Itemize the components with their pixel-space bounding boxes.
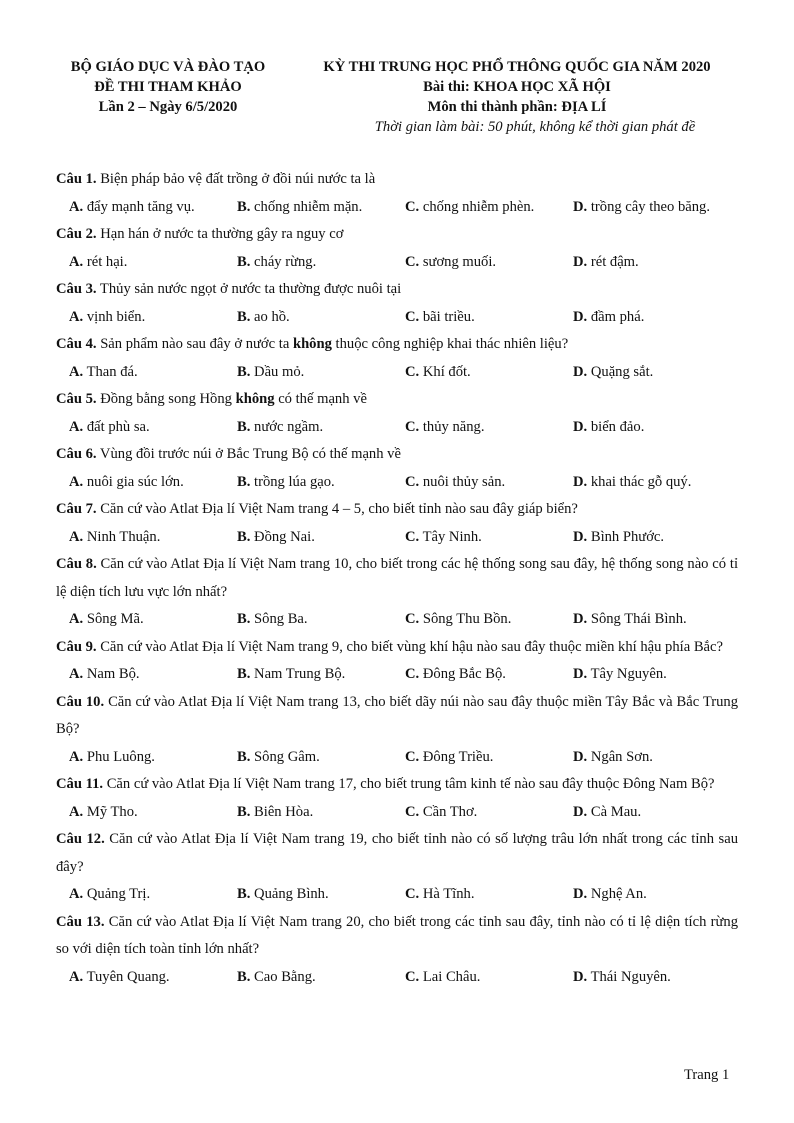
question-emphasis: không (292, 336, 332, 352)
option-letter: A. (69, 968, 84, 985)
option-d (573, 964, 671, 992)
answer-options (56, 359, 738, 387)
question-text: Căn cứ vào Atlat Địa lí Việt Nam trang 19, cho biết tỉnh nào có số lượng trâu lớn nhất trong các tỉnh sau đây? (56, 831, 739, 875)
option-text: Dầu mỏ. (250, 363, 305, 380)
option-text: thủy năng. (419, 418, 485, 435)
question-1 (56, 166, 738, 221)
option-letter: B. (237, 886, 251, 902)
answer-options (56, 606, 738, 634)
option-text: Mỹ Tho. (83, 803, 138, 820)
option-b (237, 799, 313, 827)
option-b (237, 414, 323, 442)
option-d (573, 359, 653, 387)
option-letter: C. (405, 253, 420, 270)
option-letter: A. (69, 803, 84, 820)
option-text: chống nhiễm mặn. (250, 198, 363, 215)
option-c (405, 194, 534, 222)
option-text: Đồng Nai. (250, 528, 315, 545)
question-9 (56, 634, 738, 689)
option-text: Tây Ninh. (419, 528, 482, 545)
question-stem (56, 909, 738, 964)
option-letter: D. (573, 473, 588, 490)
option-c (405, 661, 506, 689)
option-c (405, 524, 482, 552)
option-text: cháy rừng. (250, 253, 317, 270)
option-b (237, 606, 308, 634)
question-text: Căn cứ vào Atlat Địa lí Việt Nam trang 17, cho biết trung tâm kinh tế nào sau đây thuộc Đông Nam Bộ? (103, 776, 715, 792)
time-note: Thời gian làm bài: 50 phút, không kể thời gian phát đề (374, 119, 696, 135)
option-text: đất phù sa. (83, 418, 150, 435)
option-letter: B. (237, 253, 251, 270)
option-a (69, 799, 138, 827)
option-text: Sông Thu Bồn. (419, 611, 512, 627)
option-text: Quảng Bình. (250, 886, 329, 902)
option-c (405, 744, 493, 772)
question-stem (56, 634, 738, 662)
question-7 (56, 496, 738, 551)
option-b (237, 661, 345, 689)
option-d (573, 661, 667, 689)
option-a (69, 359, 138, 387)
option-d (573, 469, 691, 497)
option-letter: B. (237, 198, 251, 215)
option-letter: A. (69, 363, 84, 380)
question-3 (56, 276, 738, 331)
option-text: trồng lúa gạo. (250, 473, 335, 490)
option-text: Tuyên Quang. (83, 968, 170, 985)
question-stem (56, 221, 738, 249)
option-letter: B. (237, 666, 251, 682)
question-stem (56, 441, 738, 469)
option-letter: D. (573, 308, 588, 325)
question-stem (56, 276, 738, 304)
option-letter: A. (69, 418, 84, 435)
option-letter: D. (573, 198, 588, 215)
option-letter: D. (573, 748, 588, 765)
option-text: biển đảo. (587, 418, 645, 435)
option-c (405, 799, 477, 827)
option-a (69, 304, 145, 332)
question-text: Căn cứ vào Atlat Địa lí Việt Nam trang 9, cho biết vùng khí hậu nào sau đây thuộc miền khí hậu phía Bắc? (96, 638, 723, 655)
option-letter: B. (237, 748, 251, 765)
option-letter: A. (69, 528, 84, 545)
option-text: Khí đốt. (419, 363, 471, 380)
question-text: Hạn hán ở nước ta thường gây ra nguy cơ (96, 226, 344, 242)
page-number: Trang 1 (684, 1067, 730, 1083)
question-number: Câu 12. (56, 831, 105, 847)
option-letter: D. (573, 528, 588, 545)
option-b (237, 304, 290, 332)
option-text: Sông Mã. (83, 611, 144, 627)
question-13 (56, 909, 738, 992)
option-letter: A. (69, 198, 84, 215)
option-text: Quặng sắt. (587, 363, 654, 380)
option-text: rét đậm. (587, 253, 639, 270)
question-text-tail: có thế mạnh về (274, 391, 367, 407)
question-stem (56, 826, 738, 881)
option-c (405, 359, 471, 387)
option-d (573, 414, 644, 442)
question-number: Câu 7. (56, 501, 97, 517)
option-text: Lai Châu. (419, 968, 481, 985)
option-letter: C. (405, 308, 420, 325)
question-8 (56, 551, 738, 634)
question-stem (56, 496, 738, 524)
question-11 (56, 771, 738, 826)
option-letter: A. (69, 611, 84, 627)
option-text: nuôi thủy sản. (419, 473, 506, 490)
option-b (237, 881, 329, 909)
option-a (69, 414, 150, 442)
question-text: Thủy sản nước ngọt ở nước ta thường được nuôi tại (96, 281, 402, 297)
question-text: Biện pháp bảo vệ đất trồng ở đồi núi nước ta là (96, 171, 376, 187)
option-b (237, 359, 304, 387)
option-text: ao hồ. (250, 308, 290, 325)
option-text: Ninh Thuận. (83, 528, 161, 545)
option-letter: B. (237, 528, 251, 545)
question-number: Câu 11. (56, 776, 104, 792)
option-d (573, 524, 664, 552)
question-10 (56, 689, 738, 772)
option-letter: B. (237, 308, 251, 325)
option-text: bãi triều. (419, 308, 475, 325)
question-text: Vùng đồi trước núi ở Bắc Trung Bộ có thế mạnh về (96, 446, 401, 462)
option-letter: C. (405, 803, 420, 820)
header-left-block (52, 57, 284, 117)
option-text: Tây Nguyên. (587, 666, 667, 682)
document-type: ĐỀ THI THAM KHẢO (94, 79, 242, 95)
exam-title: KỲ THI TRUNG HỌC PHỔ THÔNG QUỐC GIA NĂM 2020 (323, 59, 711, 75)
option-text: Sông Gâm. (250, 748, 320, 765)
option-b (237, 194, 362, 222)
question-text: Căn cứ vào Atlat Địa lí Việt Nam trang 13, cho biết dãy núi nào sau đây thuộc miền Tây Bắc và Bắc Trung Bộ? (56, 693, 738, 737)
question-stem (56, 331, 738, 359)
subject-name: Môn thi thành phần: ĐỊA LÍ (427, 99, 607, 115)
option-text: Biên Hòa. (250, 803, 314, 820)
option-letter: D. (573, 611, 588, 627)
option-text: đầm phá. (587, 308, 645, 325)
question-emphasis: không (235, 391, 275, 407)
option-text: Nghệ An. (587, 886, 647, 902)
option-c (405, 606, 511, 634)
option-text: Ngân Sơn. (587, 748, 653, 765)
question-6 (56, 441, 738, 496)
option-text: đẩy mạnh tăng vụ. (83, 198, 195, 215)
option-a (69, 249, 127, 277)
option-text: rét hại. (83, 253, 128, 270)
answer-options (56, 414, 738, 442)
option-letter: B. (237, 473, 251, 490)
option-letter: D. (573, 363, 588, 380)
option-a (69, 964, 170, 992)
option-a (69, 744, 155, 772)
answer-options (56, 304, 738, 332)
question-number: Câu 5. (56, 391, 97, 407)
option-text: Than đá. (83, 363, 138, 380)
option-a (69, 881, 150, 909)
option-c (405, 469, 505, 497)
question-number: Câu 6. (56, 446, 97, 462)
option-d (573, 799, 641, 827)
question-number: Câu 1. (56, 171, 97, 187)
option-letter: B. (237, 803, 251, 820)
option-letter: C. (405, 418, 420, 435)
question-text: Đồng bằng song Hồng (96, 391, 236, 407)
question-4 (56, 331, 738, 386)
option-letter: C. (405, 473, 420, 490)
question-5 (56, 386, 738, 441)
option-letter: D. (573, 886, 588, 902)
question-number: Câu 8. (56, 556, 97, 572)
option-letter: A. (69, 666, 84, 682)
option-letter: D. (573, 418, 588, 435)
question-number: Câu 13. (56, 913, 105, 930)
option-c (405, 881, 474, 909)
answer-options (56, 661, 738, 689)
option-letter: D. (573, 803, 588, 820)
option-a (69, 606, 144, 634)
option-letter: A. (69, 253, 84, 270)
option-d (573, 881, 647, 909)
exam-round: Lần 2 – Ngày 6/5/2020 (98, 99, 238, 115)
answer-options (56, 469, 738, 497)
option-letter: B. (237, 363, 251, 380)
option-letter: C. (405, 198, 420, 215)
option-d (573, 744, 653, 772)
option-text: nuôi gia súc lớn. (83, 473, 184, 490)
option-a (69, 469, 184, 497)
question-stem (56, 771, 738, 799)
ministry-name: BỘ GIÁO DỤC VÀ ĐÀO TẠO (70, 59, 266, 75)
option-text: khai thác gỗ quý. (587, 473, 692, 490)
question-text: Căn cứ vào Atlat Địa lí Việt Nam trang 20, cho biết trong các tỉnh sau đây, tỉnh nào có tỉ lệ diện tích rừng so với diện tích toàn tỉnh lớn nhất? (56, 913, 738, 957)
option-text: Sông Thái Bình. (587, 611, 687, 627)
question-text: Căn cứ vào Atlat Địa lí Việt Nam trang 4 – 5, cho biết tỉnh nào sau đây giáp biển? (96, 501, 578, 517)
option-letter: B. (237, 418, 251, 435)
answer-options (56, 799, 738, 827)
option-d (573, 249, 639, 277)
option-letter: A. (69, 748, 84, 765)
question-text: Căn cứ vào Atlat Địa lí Việt Nam trang 10, cho biết trong các hệ thống song sau đây, hệ thống song nào có tỉ lệ diện tích lưu vực lớn nhất? (56, 556, 739, 600)
option-b (237, 249, 316, 277)
option-d (573, 304, 644, 332)
subject-group: Bài thi: KHOA HỌC XÃ HỘI (423, 79, 611, 95)
answer-options (56, 524, 738, 552)
option-text: Sông Ba. (250, 611, 308, 627)
option-a (69, 661, 140, 689)
option-letter: C. (405, 611, 420, 627)
option-text: Bình Phước. (587, 528, 665, 545)
question-12 (56, 826, 738, 909)
option-c (405, 414, 484, 442)
option-text: Nam Bộ. (83, 666, 140, 682)
question-number: Câu 4. (56, 336, 97, 352)
option-d (573, 194, 710, 222)
option-c (405, 249, 496, 277)
option-letter: D. (573, 253, 588, 270)
option-letter: C. (405, 666, 420, 682)
question-number: Câu 2. (56, 226, 97, 242)
option-text: Thái Nguyên. (587, 968, 671, 985)
answer-options (56, 249, 738, 277)
header-right-block (292, 57, 742, 137)
option-b (237, 964, 316, 992)
option-text: trồng cây theo băng. (587, 198, 710, 215)
option-a (69, 194, 195, 222)
option-text: chống nhiễm phèn. (419, 198, 535, 215)
option-text: Đông Triều. (419, 748, 494, 765)
question-2 (56, 221, 738, 276)
option-letter: C. (405, 886, 420, 902)
answer-options (56, 744, 738, 772)
answer-options (56, 964, 738, 992)
option-text: Đông Bắc Bộ. (419, 666, 506, 682)
option-letter: B. (237, 968, 251, 985)
question-stem (56, 689, 738, 744)
option-letter: C. (405, 968, 420, 985)
answer-options (56, 194, 738, 222)
option-b (237, 524, 315, 552)
answer-options (56, 881, 738, 909)
option-letter: A. (69, 308, 84, 325)
option-text: Cà Mau. (587, 803, 642, 820)
option-letter: C. (405, 363, 420, 380)
question-stem (56, 551, 738, 606)
option-letter: D. (573, 666, 588, 682)
option-text: nước ngầm. (250, 418, 324, 435)
option-text: Hà Tĩnh. (419, 886, 475, 902)
option-text: vịnh biển. (83, 308, 146, 325)
option-text: Cao Bằng. (250, 968, 316, 985)
option-text: Cần Thơ. (419, 803, 478, 820)
question-number: Câu 10. (56, 693, 105, 710)
option-letter: C. (405, 528, 420, 545)
question-text: Sản phẩm nào sau đây ở nước ta (96, 336, 293, 352)
option-d (573, 606, 687, 634)
option-text: sương muối. (419, 253, 497, 270)
question-number: Câu 3. (56, 281, 97, 297)
option-b (237, 744, 320, 772)
option-letter: D. (573, 968, 588, 985)
option-letter: C. (405, 748, 420, 765)
question-number: Câu 9. (56, 638, 97, 655)
option-a (69, 524, 160, 552)
option-letter: B. (237, 611, 251, 627)
question-list (56, 166, 738, 991)
question-stem (56, 166, 738, 194)
option-c (405, 304, 475, 332)
question-text-tail: thuộc công nghiệp khai thác nhiên liệu? (331, 336, 569, 352)
option-text: Nam Trung Bộ. (250, 666, 346, 682)
question-stem (56, 386, 738, 414)
option-letter: A. (69, 886, 84, 902)
option-text: Phu Luông. (83, 748, 155, 765)
option-letter: A. (69, 473, 84, 490)
option-b (237, 469, 335, 497)
option-text: Quảng Trị. (83, 886, 151, 902)
option-c (405, 964, 480, 992)
